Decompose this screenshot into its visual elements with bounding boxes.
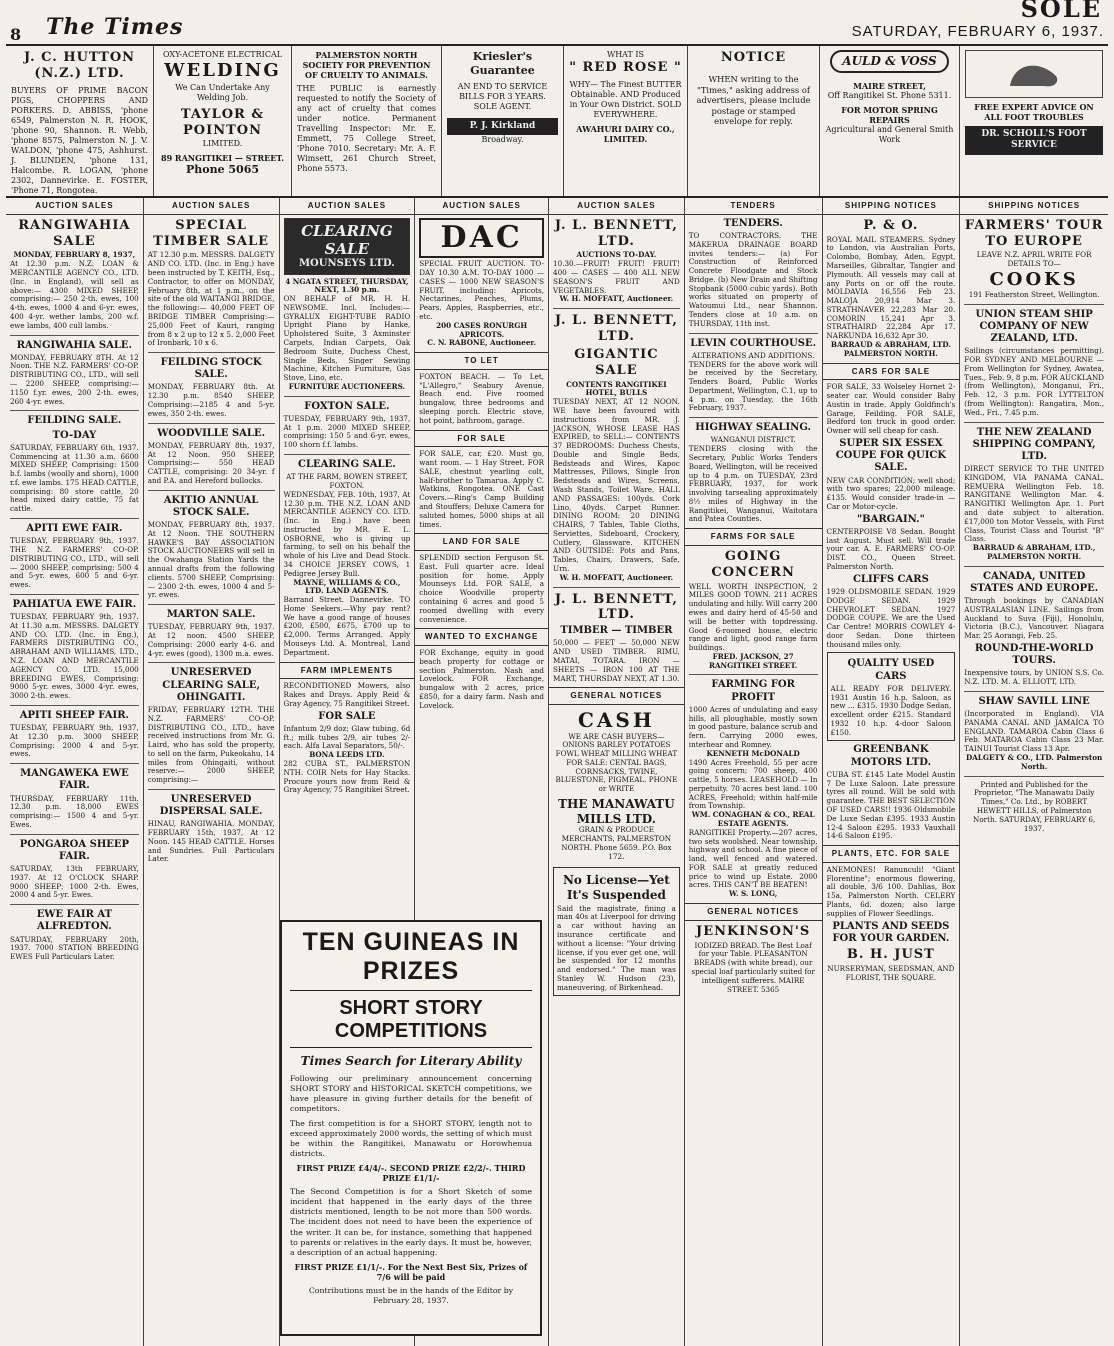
column-heading: TENDERS bbox=[685, 198, 822, 215]
sale-text: WE ARE CASH BUYERS— ONIONS BARLEY POTATOES FOWL WHEAT MILLING WHEAT FOR SALE: CENTAL BAGS, CORNSACKS, TWINE, BLUESTONE, PIGMEAL. PHONE or WRITE bbox=[555, 731, 678, 794]
sale-subhead: AUCTIONS TO-DAY. bbox=[576, 250, 657, 260]
sale-text: 50,000 — FEET — 50,000 NEW AND USED TIMBER. RIMU, MATAI, TOTARA. IRON — SHEETS — IRON 100 AT THE MART, THURSDAY NEXT, AT 1.30. bbox=[553, 638, 680, 683]
sale-subhead: APITI EWE FAIR. bbox=[26, 523, 123, 534]
license-story bbox=[553, 867, 680, 996]
sale-text: FOR SALE, 33 Wolseley Hornet 2-seater car. Would consider Baby Austin in trade. Apply Goldfinch's Garage, Feilding. FOR SALE, Bedford ton truck in good order. Owner will sell cheap for cash. bbox=[826, 382, 956, 436]
license-title: No License—Yet It's Suspended bbox=[562, 873, 670, 902]
sale-text: At 12.30 p.m. N.Z. LOAN & MERCANTILE AGENCY CO., LTD. (Inc. in England), will sell as above:— 4300 MIXED SHEEP, comprising:— 250 2-th. ewes, 100 4-th. ewes, 1000 4 and 6-yr. ewes, 400 4-yr. wether lambs, 200 w.f. ewe lambs, 400 cull lambs. bbox=[10, 259, 139, 330]
prize-title: TEN GUINEAS IN PRIZES bbox=[290, 928, 532, 991]
sale-subhead: EWE FAIR AT ALFREDTON. bbox=[36, 909, 113, 933]
sale-subhead: FEILDING SALE. bbox=[27, 415, 122, 427]
sale-subhead: TO-DAY bbox=[52, 429, 97, 441]
prize-closing: Contributions must be in the hands of the Editor by February 28, 1937. bbox=[308, 1285, 514, 1305]
prize-subtitle: SHORT STORY COMPETITIONS bbox=[290, 997, 532, 1048]
sale-subhead: LEVIN COURTHOUSE. bbox=[690, 337, 817, 349]
dac-banner: DAC bbox=[419, 218, 544, 259]
ad-auldvoss bbox=[820, 46, 960, 196]
ad-redrose bbox=[564, 46, 688, 196]
prize-tagline: Times Search for Literary Ability bbox=[300, 1054, 522, 1068]
sale-signature: W. S. LONG, bbox=[729, 889, 778, 899]
column-heading: AUCTION SALES bbox=[6, 198, 143, 215]
sale-subhead: PONGAROA SHEEP FAIR. bbox=[19, 838, 130, 862]
sale-title: TIMBER — TIMBER bbox=[560, 625, 673, 637]
section-heading: FARMS FOR SALE bbox=[685, 528, 822, 546]
sale-title: GOING CONCERN bbox=[711, 548, 795, 580]
sale-text: AT 12.30 p.m. MESSRS. DALGETY AND CO. LTD. (Inc. in Eng.) have been instructed by T. KEITH, Esq., Contractor, to offer on MONDAY, February 8th, at 1 p.m., on the site of the old WAITANGI BRIDGE, the following:— 40,000 FEET OF BRIDGE TIMBER Comprising:— 25,000 Feet of Kauri, ranging from 8 x 2 up to 12 x 5. 2,000 Feet of Ironbark, 10 x 6. bbox=[147, 250, 275, 348]
column-heading: SHIPPING NOTICES bbox=[823, 198, 960, 215]
paper-title: The Times bbox=[46, 14, 184, 40]
ad-hutton-body: BUYERS OF PRIME BACON PIGS, CHOPPERS AND PORKERS. D. ABBISS, 'phone 6549, Palmerston N. R. HOOK, 'phone 90, Shannon. R. Webb, 'phone 8575, Palmerston N. J. V. WALDON, 'phone 475, Ashhurst. J. BLUNDEN, 'phone 131, Halcombe. R. LOGAN, 'phone 2302, Dannevirke. E. FOSTER, 'Phone 71, Rongotea. bbox=[11, 85, 148, 195]
ad-kriesler bbox=[442, 46, 564, 196]
sale-subhead: "BARGAIN." bbox=[856, 513, 925, 525]
ad-welding-firm: TAYLOR & POINTON bbox=[180, 106, 265, 138]
sale-subhead: TENDERS. bbox=[723, 217, 783, 229]
sale-title: JENKINSON'S bbox=[696, 923, 811, 939]
sale-title: J. L. BENNETT, LTD. bbox=[554, 313, 678, 345]
column-auction-2 bbox=[144, 198, 280, 1346]
sale-signature: KENNETH McDONALD bbox=[706, 748, 800, 758]
sale-text: TUESDAY, FEBRUARY 9th, 1937. THE N.Z. FARMERS' CO-OP. DISTRIBUTING CO., LTD., will sell— 2000 SHEEP, comprising: 500 4 and 5-yr. ewes, 600 5 and 6-yr. ewes. bbox=[10, 536, 139, 590]
section-heading: PLANTS, ETC. FOR SALE bbox=[823, 845, 960, 863]
sale-text: TUESDAY, FEBRUARY 9th, 1937. At 11.30 a.m. MESSRS. DALGETY AND CO. LTD. (Inc. in Eng.), FARMERS DISTRIBUTING CO., ABRAHAM AND WILLIAMS, LTD., N.Z. LOAN AND MERCANTILE AGENCY CO. LTD. 15,000 BREEDING EWES, Comprising: 9000 5-yr. ewes, 3000 4-yr. ewes, 3000 2-th. ewes. bbox=[10, 612, 139, 701]
ad-welding-phone: Phone 5065 bbox=[185, 163, 260, 176]
sale-subhead: CLIFFS CARS bbox=[852, 573, 929, 585]
sale-title: SPECIAL TIMBER SALE bbox=[153, 217, 270, 249]
sale-signature: DALGETY & CO., LTD. Palmerston North. bbox=[966, 753, 1103, 771]
sale-subhead: APITI SHEEP FAIR. bbox=[19, 709, 129, 721]
sale-subhead: FEILDING STOCK SALE. bbox=[160, 357, 262, 381]
ad-welding-line1: OXY-ACETONE ELECTRICAL bbox=[162, 50, 283, 59]
sale-text: FOR Exchange, equity in good beach property for cottage or section Palmerston. Nash and Lovelock. FOR Exchange, bungalow with 2 acres, price £850, for a dairy farm. Nash and Lovelock. bbox=[419, 648, 545, 710]
sale-signature: B. H. JUST bbox=[846, 946, 935, 962]
sale-signature: W. H. MOFFATT, Auctioneer. bbox=[559, 572, 674, 582]
issue-date: SATURDAY, FEBRUARY 6, 1937. bbox=[851, 23, 1104, 40]
mills-name: THE MANAWATU MILLS LTD. bbox=[558, 796, 675, 826]
sale-text: NEW CAR CONDITION; well shod; with two spares; 22,000 mileage. £135. Would consider trade-in — Car or Motor-cycle. bbox=[826, 475, 956, 511]
sale-subhead: AT THE FARM, BOWEN STREET, FOXTON. bbox=[286, 472, 408, 490]
ad-spca-body: THE PUBLIC is earnestly requested to notify the Society of any act of cruelty that comes under notice. Permanent Travelling Inspector: Mr. E. Emmett, 75 College Street, 'Phone 7010. Secretary: Mr. A. F. Wimsett, 261 Church Street, Phone 5573. bbox=[297, 84, 436, 173]
ad-spca bbox=[292, 46, 442, 196]
sale-title: GIGANTIC SALE bbox=[574, 346, 659, 378]
section-heading: GENERAL NOTICES bbox=[549, 687, 684, 705]
column-heading: AUCTION SALES bbox=[549, 198, 684, 215]
ad-welding-limited: LIMITED. bbox=[202, 139, 243, 148]
ad-welding-title: WELDING bbox=[164, 60, 281, 81]
sale-signature: BONA LEEDS LTD. bbox=[309, 750, 385, 760]
ad-kriesler-agent: P. J. Kirkland bbox=[447, 118, 558, 135]
sale-title: THE NEW ZEALAND SHIPPING COMPANY, LTD. bbox=[972, 426, 1096, 462]
sale-text: TUESDAY, FEBRUARY 9th, 1937, At 1 p.m. 2000 MIXED SHEEP, comprising: 150 5 and 6-yr. ewes, 100 shorn f.f. lambs. bbox=[283, 413, 411, 450]
sale-title: J. L. BENNETT, LTD. bbox=[554, 591, 678, 623]
sale-text: 191 Featherston Street, Wellington. bbox=[968, 289, 1100, 299]
sale-subhead: UNRESERVED DISPERSAL SALE. bbox=[159, 793, 263, 818]
masthead bbox=[6, 0, 1108, 46]
sale-subhead: WANGANUI DISTRICT. bbox=[710, 435, 796, 445]
sale-text: Sailings (circumstances permitting). FOR SYDNEY AND MELBOURNE — From Wellington for Sydney, Awatea, Tues., Feb. 9, 8 p.m. FOR AUCKLAND (from Wellington), Monganui, Fri., Feb. 12, 3 p.m. FOR LYTTELTON (from Wellington): Rangatira, Mon., Wed., Fri., 7.45 p.m. bbox=[964, 346, 1104, 417]
sale-subhead: WOODVILLE SALE. bbox=[157, 427, 266, 439]
top-ad-band bbox=[6, 46, 1108, 198]
sale-text: 1000 Acres of undulating and easy hills, all ploughable, mostly sown in good pasture, balance scrub and fern. Carrying 2000 ewes, interhear and Romney. bbox=[688, 704, 818, 749]
cash-heading: CASH bbox=[578, 708, 655, 733]
sale-subhead: MARTON SALE. bbox=[166, 609, 256, 621]
quality-used-cars-box bbox=[827, 652, 956, 741]
ad-hutton-title: J. C. HUTTON (N.Z.) LTD. bbox=[23, 50, 136, 82]
sale-subhead: RANGIWAHIA SALE. bbox=[16, 339, 132, 351]
column-heading: AUCTION SALES bbox=[144, 198, 279, 215]
sale-text: MONDAY, FEBRUARY 8TH. At 12 Noon. THE N.Z. FARMERS' CO-OP. DISTRIBUTING CO., LTD., will sell— 2200 SHEEP, comprising:— 1150 f.yr. ewes, 200 2-th. ewes, 260 4-yr. ewes. bbox=[10, 352, 139, 406]
sale-text: SATURDAY, FEBRUARY 20th, 1937. 7000 STATION BREEDING EWES Full Particulars Later. bbox=[10, 934, 139, 962]
sale-title: GREENBANK MOTORS LTD. bbox=[850, 744, 932, 768]
ad-kriesler-title: Kriesler's Guarantee bbox=[470, 50, 535, 77]
sale-text: FRIDAY, FEBRUARY 12TH. THE N.Z. FARMERS' CO-OP. DISTRIBUTING CO., LTD., have received instructions from Mr. G. Laird, who has sold the property, to sell on the farm, Pukeokahu, 14 miles from Ohingaiti, without reserve:— 2000 SHEEP, comprising:— bbox=[147, 704, 275, 785]
sale-subhead: HIGHWAY SEALING. bbox=[695, 422, 811, 434]
ad-welding-address: 89 RANGITIKEI — STREET. bbox=[161, 153, 284, 163]
prize-amounts-1: FIRST PRIZE £4/4/-. SECOND PRIZE £2/2/-. THIRD PRIZE £1/1/- bbox=[296, 1163, 526, 1183]
ad-scholl-line1: FREE EXPERT ADVICE ON ALL FOOT TROUBLES bbox=[974, 102, 1094, 122]
sale-text: FOXTON BEACH. — To Let, "L'Allegro," Seabury Avenue, Beach end. Five roomed bungalow, three bedrooms and sleeping porch. Electric stove, hot point, bathroom, garage. bbox=[419, 371, 545, 425]
sale-subhead: MANGAWEKA EWE FAIR. bbox=[20, 768, 129, 792]
sale-subhead: CLEARING SALE. bbox=[298, 459, 396, 470]
sale-subhead: AKITIO ANNUAL STOCK SALE. bbox=[163, 494, 259, 518]
sale-text: TENDERS for the above work will be received by the Secretary, Tenders Board, Public Works Department, Wellington, C.1, up to 4 p.m. on Tuesday, the 16th February, 1937. bbox=[688, 359, 818, 413]
sale-text: THURSDAY, FEBRUARY 11th. 12.30 p.m. 18,000 EWES comprising:— 1500 4 and 5-yr. Ewes. bbox=[10, 793, 139, 829]
sale-title: QUALITY USED CARS bbox=[847, 658, 935, 682]
sale-text: HINAU, RANGIWAHIA. MONDAY, FEBRUARY 15th, 1937, At 12 Noon. 145 HEAD CATTLE. Horses and Sundries. Full Particulars Later. bbox=[147, 819, 275, 864]
sale-text: ALL READY FOR DELIVERY. 1931 Austin 16 h.p. Saloon, as new ... £315. 1930 Dodge Sedan, excellent order £215. Standard 1932 10 h.p. 4-door Saloon £150. bbox=[830, 683, 952, 737]
ad-kriesler-street: Broadway. bbox=[481, 134, 524, 144]
sale-text: Infantum 2/9 doz; Glaw tubing, 6d ft.; milk tubes 2/9, air tubes 2/- each. Alfa Laval Separators, 50/-. bbox=[283, 723, 411, 751]
sale-subhead: 200 CASES RONURGH APRICOTS. bbox=[436, 320, 528, 339]
ad-scholl-title: DR. SCHOLL'S FOOT SERVICE bbox=[965, 126, 1103, 155]
section-heading: TO LET bbox=[415, 352, 548, 370]
sale-text: FOR SALE, car, £20. Must go, want room. — 1 Hay Street. FOR SALE, chestnut yearling colt, half-brother to Tamarua. Apply C. Watkins, Rongotea. ONE Cast Covers.—Ring's Camp Building and Stouffers; Deluxe Camera for saluted homes, 5000 ships at all times. bbox=[419, 449, 545, 529]
sale-text: NURSERYMAN, SEEDSMAN, AND FLORIST, THE SQUARE. bbox=[827, 963, 955, 982]
prize-body-2: The Second Competition is for a Short Sketch of some incident that happened in the early days of the three districts mentioned, length to be not more than 500 words. The incident does not need to have been the experience of the writer. It can be, for instance, something that happened to parents or relatives in the early days. It must be, however, a description of an actual happening. bbox=[290, 1187, 532, 1257]
sale-signature: BARRAUD & ABRAHAM, LTD. PALMERSTON NORTH. bbox=[830, 339, 951, 358]
sale-text: RECONDITIONED Mowers, also Rakes and Drays. Apply Reid & Gray Agency, 75 Rangitikei Street. bbox=[283, 681, 411, 708]
sale-text: GRAIN & PRODUCE MERCHANTS, PALMERSTON NORTH. Phone 5659. P.O. Box 172. bbox=[561, 825, 672, 861]
section-heading: LAND FOR SALE bbox=[415, 533, 548, 551]
cooks-name: COOKS bbox=[989, 269, 1079, 291]
ad-welding-line2: We Can Undertake Any Welding Job. bbox=[175, 82, 270, 102]
sale-text: WEDNESDAY, FEB. 10th, 1937, At 12.30 p.m. THE N.Z. LOAN AND MERCANTILE AGENCY CO. LTD. (Inc. in Eng.) have been instructed by MR. E. L. OSBORNE, who is giving up farming, to sell on his behalf the whole of his Live and Dead Stock. 34 CHOICE JERSEY COWS, 1 Pedigree Jersey Bull. bbox=[283, 489, 411, 578]
column-heading: AUCTION SALES bbox=[415, 198, 548, 215]
sale-text: RANGITIKEI Property.—207 acres, two sets woolshed. Near township, highway and school. A fine piece of land, well fenced and watered. FOR SALE at greatly reduced price to wind up Estate. 2000 acres. THIS CAN'T BE BEATEN! bbox=[688, 827, 818, 890]
sale-title: P. & O. bbox=[863, 217, 919, 233]
prize-body-1: The first competition is for a SHORT STORY, length not to exceed approximately 2000 words, the setting of which must be within the Rangitikei, Manawatu or Horowhenua districts. bbox=[290, 1118, 532, 1158]
sale-signature: WM. CONAGHAN & CO., REAL ESTATE AGENTS. bbox=[691, 810, 815, 828]
ad-auldvoss-logo: AULD & VOSS bbox=[830, 50, 948, 73]
sale-subhead: ALTERATIONS AND ADDITIONS. bbox=[691, 350, 815, 360]
ad-notice bbox=[688, 46, 820, 196]
column-tenders bbox=[685, 198, 823, 1346]
section-heading: GENERAL NOTICES bbox=[685, 903, 822, 921]
column-shipping-1 bbox=[823, 198, 961, 1346]
foot-illustration-icon bbox=[965, 50, 1103, 98]
sale-text: WELL WORTH INSPECTION, 2 MILES GOOD TOWN. 211 ACRES undulating and hilly. Will carry 200 ewes and dairy herd of 45-50 and will be better with topdressing. Good 6-roomed house, electric range and light, good range farm buildings. bbox=[688, 581, 818, 653]
sale-text: Through bookings by CANADIAN AUSTRALASIAN LINE. Sailings from Auckland to Suva (Fiji), Honolulu, Victoria (B.C.), Vancouver. Niagara Mar. 25 Aorangi, Feb. 25. bbox=[964, 596, 1104, 641]
sale-text: 1929 OLDSMOBILE SEDAN. 1929 DODGE SEDAN. 1929 CHEVROLET SEDAN. 1927 DODGE COUPE. We are the Used Car Centre! MORRIS COWLEY 4-door Sedan. Done thirteen thousand miles only. bbox=[826, 586, 956, 649]
sale-subhead: CONTENTS RANGITIKEI HOTEL, BULLS bbox=[566, 379, 667, 398]
sale-title: SUPER SIX ESSEX COUPE FOR QUICK SALE. bbox=[835, 437, 947, 474]
sale-signature: FURNITURE AUCTIONEERS. bbox=[288, 381, 406, 391]
sale-title: SHAW SAVILL LINE bbox=[978, 695, 1090, 707]
sale-text: TUESDAY, FEBRUARY 9th, 1937, At 12.30 p.m. 3000 SHEEP, Comprising: 2000 4 and 5-yr. ewes. bbox=[10, 723, 139, 759]
sale-text: TUESDAY NEXT, AT 12 NOON. WE have been favoured with instructions from MR. J. JACKSON, WHOSE LEASE HAS EXPIRED, to SELL:— CONTENTS 37 BEDROOMS: Duchess Chests, Double and Single Beds, Bedsteads and Wires, Kapoc Mattresses, Pillows, Single Iron Bedsteads and Wires, Screens, Wash Stands, Toilet Ware. HALL AND PASSAGES: 100yds. Cork Lino, 40yds. Carpet Runner. DINING ROOM: 20 DINING CHAIRS, 7 Tables, Table Cloths, Serviettes, Sideboard, Crockery, Cutlery, Glassware. KITCHEN AND OUTSIDE: Pots and Pans, Tables, Chairs, Drawers, Safe, Urn. bbox=[553, 397, 680, 573]
sale-text: ON BEHALF of MR. H. H. NEWSOME. Incl. Includes:— GYRALUX EIGHT-TUBE RADIO Upright Piano by Hanke, Upholstered Suite, 3 Axminster Carpets, Indian Carpets, Oak Bedroom Suite, Duchess Chest, Single Beds, Singer Sewing Machine, Kitchen Furniture, Gas Stove, Lino, etc. bbox=[283, 294, 411, 383]
column-auction-1 bbox=[6, 198, 144, 1346]
torn-scrap-text: SOLE bbox=[1020, 0, 1102, 23]
sale-text: IODIZED BREAD. The Best Loaf for your Table. PLEASANTON BREADS (with white bread), our special loaf particularly suited for intelligent sufferers. MAIRE STREET. 5365 bbox=[691, 940, 815, 994]
sale-subhead: FOXTON SALE. bbox=[304, 400, 390, 412]
sale-title: J. L. BENNETT, LTD. bbox=[554, 217, 678, 249]
ad-auldvoss-line: Off Rangitikei St. Phone 5311. bbox=[827, 91, 952, 100]
ad-spca-line1: PALMERSTON NORTH SOCIETY FOR PREVENTION OF CRUELTY TO ANIMALS. bbox=[302, 50, 431, 80]
sale-text: TO CONTRACTORS. THE MAKERUA DRAINAGE BOARD invites tenders:— (a) For Construction of Reinforced Concrete Floodgate and Stock Bridge. (b) New Drain and Shifting Stopbank (5000 cubic yards). Both works situated on property of Watoumui Ltd., near Shannon. Tenders close at 10 a.m. on THURSDAY, 11th inst. bbox=[688, 230, 818, 328]
prize-amounts-2: FIRST PRIZE £1/1/-. For the Next Best Six, Prizes of 7/6 will be paid bbox=[294, 1261, 528, 1282]
sale-text: 282 CUBA ST., PALMERSTON NTH. COIR Nets for Hay Stacks. Procure yours now from Reid & Gray Agency, 75 Rangitikei Street. bbox=[283, 759, 411, 795]
short-story-competition-ad bbox=[280, 920, 542, 1336]
sale-subhead: FOR SALE bbox=[318, 710, 376, 722]
sale-text: Barrand Street. Dannevirke. TO Home Seekers.—Why pay rent? We have a good range of houses £200, £500, £675, £700 up to £2,000. Terms Arranged. Apply Mouseys Ltd. A. Montreal, Land Department. bbox=[283, 595, 411, 657]
sale-text: LEAVE N.Z. APRIL WRITE FOR DETAILS TO— bbox=[976, 250, 1092, 269]
banner-line: MOUNSEYS LTD. bbox=[298, 258, 395, 270]
sale-title: FARMING FOR PROFIT bbox=[711, 679, 795, 703]
ad-hutton bbox=[6, 46, 154, 196]
sale-signature: FRED. JACKSON, 27 RANGITIKEI STREET. bbox=[708, 651, 798, 670]
sale-subhead: PAHIATUA EWE FAIR. bbox=[12, 598, 137, 610]
sale-subhead: UNION STEAM SHIP COMPANY OF NEW ZEALAND, LTD. bbox=[975, 308, 1093, 345]
section-heading: FARM IMPLEMENTS bbox=[280, 662, 415, 680]
sale-title: RANGIWAHIA SALE bbox=[18, 217, 131, 249]
clearing-sale-banner bbox=[284, 218, 411, 275]
banner-line: CLEARING SALE bbox=[301, 221, 393, 259]
ad-kriesler-body: AN END TO SERVICE BILLS FOR 3 YEARS. SOLE AGENT. bbox=[457, 81, 548, 111]
ad-auldvoss-street: MAIRE STREET, bbox=[853, 81, 926, 91]
prize-intro: Following our preliminary announcement concerning SHORT STORY and HISTORICAL SKETCH competitions, we have pleasure in giving further details for the benefit of competitors. bbox=[290, 1074, 532, 1114]
sale-date: MONDAY, FEBRUARY 8, 1937, bbox=[13, 250, 136, 260]
page-number: 8 bbox=[10, 25, 22, 44]
sale-text: TUESDAY, FEBRUARY 9th, 1937. At 12 noon. 4500 SHEEP, Comprising: 2000 early 4-6. and 4-yr. ewes (good), 1300 m.a. ewes. bbox=[147, 622, 275, 658]
column-auction-5 bbox=[549, 198, 685, 1346]
column-heading: AUCTION SALES bbox=[280, 198, 415, 215]
sale-text: Inexpensive tours, by UNION S.S. Co. N.Z. LTD. M. A. ELLIOTT, LTD. bbox=[964, 668, 1104, 687]
sale-text: TENDERS closing with the Secretary, Public Works Tenders Board, Wellington, will be received up to 4 p.m. on TUESDAY, 23rd FEBRUARY, 1937, for work involving tarsealing approximately 8½ miles of Highway in the Rangitikei, Wanganui, Waitotara and Patea Counties. bbox=[688, 444, 818, 524]
ad-scholl bbox=[960, 46, 1108, 196]
sale-signature: W. H. MOFFATT, Auctioneer. bbox=[559, 294, 674, 304]
sale-text: MONDAY, FEBRUARY 8th, 1937, At 12 Noon. 950 SHEEP, Comprising:— 550 HEAD CATTLE, comprising: 20 34-yr. f and P.A. and Hereford bullocks. bbox=[147, 440, 275, 485]
printer-imprint: Printed and Published for the Proprietor, "The Manawatu Daily Times," Co. Ltd., by ROBERT HEWETT HILLS, of Palmerston North. SATURDAY, FEBRUARY 6, 1937. bbox=[973, 779, 1096, 833]
sale-text: CUBA ST. £145 Late Model Austin 7 De Luxe Saloon. Late pressure tyres all round. Will be sold with guarantee. THE BEST SELECTION OF USED CARS!! 1936 Oldsmobile De Luxe Sedan £395. 1933 Austin 12-4 Saloon £295. 1933 Vauxhall 14-6 Saloon £195. bbox=[826, 769, 956, 841]
sale-subhead: UNRESERVED CLEARING SALE, OHINGAITI. bbox=[162, 667, 260, 703]
sale-title: CANADA, UNITED STATES AND EUROPE. bbox=[970, 570, 1099, 594]
column-shipping-2 bbox=[960, 198, 1108, 1346]
ad-notice-title: NOTICE bbox=[720, 50, 787, 65]
license-body: Said the magistrate, fining a man 40s at Liverpool for driving a car without having an insurance certificate and without a license: "Your driving license, if you ever get one, will be suspended for 12 months and endorsed." The man was Stanley W. Hudson (23), maneuvering, of Birkenhead. bbox=[557, 903, 676, 992]
ad-redrose-line1: WHAT IS bbox=[606, 50, 645, 59]
sale-text: CENTERPOISE V8 Sedan. Bought last August. Must sell. Will trade your car. A. E. FARMERS' CO-OP. DIST. CO., Queen Street. Palmerston North. bbox=[826, 526, 956, 571]
sale-text: DIRECT SERVICE TO THE UNITED KINGDOM, VIA PANAMA CANAL. REMUERA Wellington Feb. 18. RANGITANE Wellington Mar. 4. RANGITIKI Wellington Apr. 1. Port and date subject to alteration. £17,000 ton Motor Vessels, with First Class, Tourist Class and Tourist "B" Class. bbox=[964, 464, 1104, 544]
sale-title: PLANTS AND SEEDS FOR YOUR GARDEN. bbox=[832, 920, 950, 944]
ad-redrose-firm: AWAHURI DAIRY CO., LIMITED. bbox=[576, 124, 675, 145]
ad-auldvoss-line2: FOR MOTOR SPRING REPAIRS bbox=[841, 105, 938, 125]
sale-text: MONDAY, FEBRUARY 8th. At 12.30 p.m. 8540 SHEEP, Comprising:—2185 4 and 5-yr. ewes, 350 2-th. ewes. bbox=[147, 382, 275, 418]
sale-text: SATURDAY, FEBRUARY 6th, 1937. Commencing at 11.30 a.m. 6600 MIXED SHEEP, Comprising: 1500 b.f. lambs (woolly and shorn), 1000 r.f. ewe lambs. 175 HEAD CATTLE, comprising: 80 store cattle, 20 head mixed dairy cattle, 75 fat cattle. bbox=[10, 442, 139, 514]
sale-text: SPECIAL FRUIT AUCTION. TO-DAY 10.30 A.M. TO-DAY 1000 — CASES — 1000 NEW SEASON'S FRUIT, including: Apricots, Nectarines, Peaches, Plums, Pears, Apples, Raspberries, etc., etc. bbox=[419, 259, 545, 322]
sale-text: MONDAY, FEBRUARY 8th, 1937. At 12 Noon. THE SOUTHERN HAWKE'S BAY ASSOCIATION STOCK AUCTIONEERS will sell in the Owahanga Station Yards the annual drafts from the following clients. 5700 SHEEP, Comprising:— 2300 2-th. ewes, 1000 4 and 5-yr. ewes. bbox=[147, 520, 275, 600]
section-heading: WANTED TO EXCHANGE bbox=[415, 628, 548, 646]
sale-signature: C. N. RABONE, Auctioneer. bbox=[427, 338, 537, 348]
sale-text: ROYAL MAIL STEAMERS. Sydney to London, via Australian Ports, Colombo, Bombay, Aden, Egypt, Marseilles, Gibraltar, Tangier and Plymouth. All vessels may call at any Ports on or off the route. MOLDAVIA 16,556 Feb 23. MALOJA 20,914 Mar 3. STRATHNAVER 22,283 Mar 20. COMORIN 15,241 Apr 3. STRATHAIRD 22,284 Apr 17. NARKUNDA 16,632 Apr 30. bbox=[826, 234, 956, 341]
sale-subhead: ROUND-THE-WORLD TOURS. bbox=[974, 643, 1094, 667]
sale-text: ANEMONES! Ranunculi! "Giant Florentine"; enormous flowering, all double, 3/6 100. Dahlias, Box 15a, Palmerston North. CELERY Plants, 6d. dozen; also large supplies of Flower Seedlings. bbox=[826, 864, 956, 918]
sale-text: 1490 Acres Freehold, 55 per acre going concern; 700 sheep, 400 cattle, 5 horses. LEASEHOLD — In perpetuity. 70 acres best land. 100 ACRES, Freehold; within half-mile from Township. bbox=[688, 757, 818, 811]
sale-signature: MAYNE, WILLIAMS & CO., LTD. LAND AGENTS. bbox=[293, 577, 401, 596]
sale-text: (Incorporated in England). VIA PANAMA CANAL AND JAMAICA TO ENGLAND. TAMAROA Cabin Class 6 Feb. MATAROA Cabin Class 23 Mar. TAINUI Tourist Class 13 Apr. bbox=[964, 709, 1104, 754]
sale-address: 4 NGATA STREET, THURSDAY, NEXT, 1.30 p.m. bbox=[285, 276, 409, 295]
ad-notice-body: WHEN writing to the "Times," asking address of advertisers, please include postage or stamped envelope for reply. bbox=[696, 74, 811, 127]
section-heading: CARS FOR SALE bbox=[823, 363, 960, 381]
column-heading: SHIPPING NOTICES bbox=[960, 198, 1108, 215]
ad-redrose-title: " RED ROSE " bbox=[569, 60, 682, 75]
ad-welding bbox=[154, 46, 292, 196]
sale-text: SATURDAY, 13th FEBRUARY, 1937. At 12 O'CLOCK SHARP. 9000 SHEEP: 1000 2-th. Ewes, 2000 4 and 5-yr. Ewes. bbox=[10, 864, 139, 900]
section-heading: FOR SALE bbox=[415, 430, 548, 448]
sale-title: FARMERS' TOUR TO EUROPE bbox=[964, 217, 1104, 249]
ad-auldvoss-line3: Agricultural and General Smith Work bbox=[825, 125, 954, 144]
sale-signature: BARRAUD & ABRAHAM, LTD., PALMERSTON NORTH. bbox=[972, 543, 1096, 561]
ad-redrose-body: WHY— The Finest BUTTER Obtainable. AND Produced in Your Own District. SOLD EVERYWHERE. bbox=[569, 80, 682, 120]
sale-text: SPLENDID section Ferguson St. East. Full quarter acre. Ideal position for home. Apply Mounseys Ltd. FOR SALE, a choice Woodville property containing 6 acres and good 5 roomed dwelling with every convenience. bbox=[419, 553, 545, 624]
classified-columns bbox=[6, 198, 1108, 1346]
sale-text: 10.30.—FRUIT! FRUIT! FRUIT! 400 — CASES — 400 ALL NEW SEASON'S FRUIT AND VEGETABLES. bbox=[553, 259, 680, 295]
